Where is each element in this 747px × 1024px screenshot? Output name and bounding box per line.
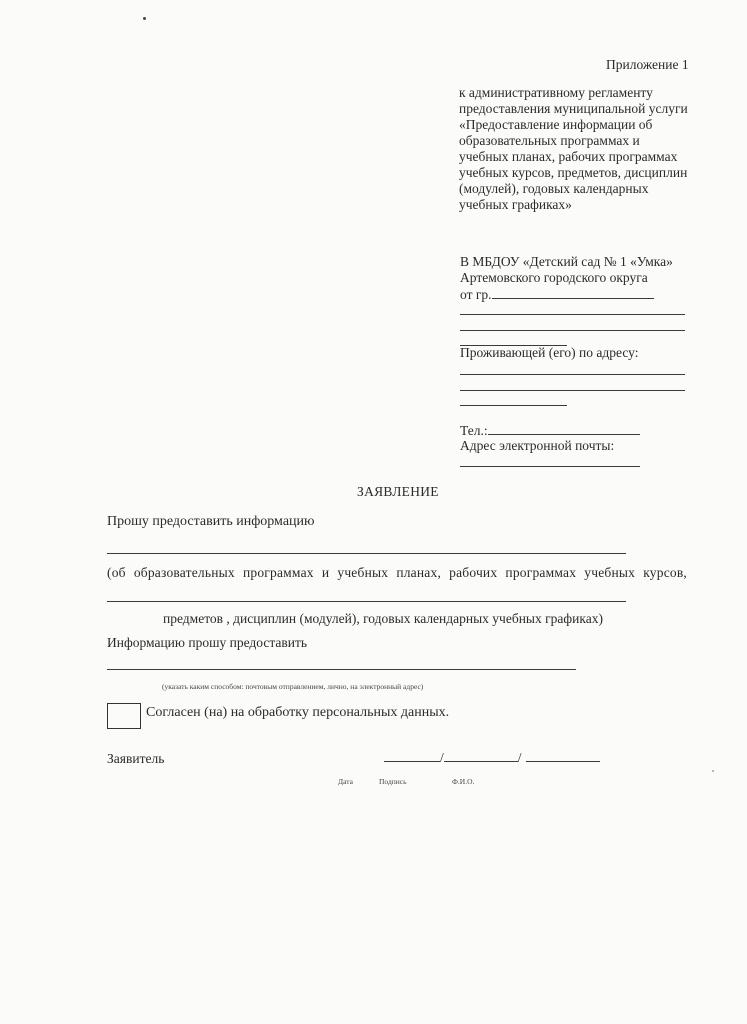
date-label: Дата bbox=[338, 777, 353, 786]
phone-field[interactable] bbox=[488, 422, 640, 435]
residence-label: Проживающей (его) по адресу: bbox=[460, 345, 639, 360]
addressee-line-2: Артемовского городского округа bbox=[460, 270, 648, 285]
phone-label-text: Тел.: bbox=[460, 423, 488, 438]
date-field[interactable] bbox=[384, 749, 440, 762]
addressee-line-1: В МБДОУ «Детский сад № 1 «Умка» bbox=[460, 254, 673, 269]
email-label: Адрес электронной почты: bbox=[460, 438, 615, 453]
name-label: Ф.И.О. bbox=[452, 777, 475, 786]
appendix-line: «Предоставление информации об bbox=[459, 117, 653, 132]
address-field-line[interactable] bbox=[460, 374, 685, 375]
request-field-line[interactable] bbox=[107, 601, 626, 602]
signature-field[interactable] bbox=[444, 749, 518, 762]
name-field-line[interactable] bbox=[460, 330, 685, 331]
appendix-line: предоставления муниципальной услуги bbox=[459, 101, 688, 116]
full-name-field[interactable] bbox=[526, 749, 600, 762]
scan-speck bbox=[712, 770, 714, 772]
from-label bbox=[460, 286, 654, 303]
applicant-label: Заявитель bbox=[107, 751, 165, 766]
phone-label bbox=[460, 422, 640, 439]
request-hint-line-2: предметов , дисциплин (модулей), годовых календарных учебных графиках) bbox=[163, 611, 603, 626]
document-title: ЗАЯВЛЕНИЕ bbox=[357, 484, 439, 499]
appendix-title: Приложение 1 bbox=[606, 57, 689, 72]
from-name-field[interactable] bbox=[492, 286, 654, 299]
appendix-line: образовательных программах и bbox=[459, 133, 640, 148]
appendix-line: к административному регламенту bbox=[459, 85, 653, 100]
appendix-text bbox=[459, 85, 688, 213]
request-hint-line-1-text: (об образовательных программах и учебных планах, рабочих программах учебных курсов, bbox=[107, 565, 687, 580]
scan-speck bbox=[143, 17, 146, 20]
appendix-line: учебных курсов, предметов, дисциплин bbox=[459, 165, 688, 180]
name-field-line[interactable] bbox=[460, 314, 685, 315]
sign-label: Подпись bbox=[379, 777, 407, 786]
appendix-line: (модулей), годовых календарных bbox=[459, 181, 649, 196]
request-field-line[interactable] bbox=[107, 553, 626, 554]
request-text: Прошу предоставить информацию bbox=[107, 514, 315, 529]
consent-checkbox[interactable] bbox=[107, 703, 141, 729]
address-field-line[interactable] bbox=[460, 390, 685, 391]
appendix-line: учебных графиках» bbox=[459, 197, 572, 212]
method-text: Информацию прошу предоставить bbox=[107, 635, 308, 650]
appendix-line: учебных планах, рабочих программах bbox=[459, 149, 678, 164]
method-hint: (указать каким способом: почтовым отправлением, лично, на электронный адрес) bbox=[162, 682, 424, 691]
email-field-line[interactable] bbox=[460, 466, 640, 467]
from-label-text: от гр. bbox=[460, 287, 492, 302]
request-hint-line-1 bbox=[107, 565, 687, 581]
signature-fields: / / bbox=[384, 749, 600, 766]
address-field-line[interactable] bbox=[460, 405, 567, 406]
method-field-line[interactable] bbox=[107, 669, 576, 670]
consent-text: Согласен (на) на обработку персональных данных. bbox=[146, 705, 450, 720]
